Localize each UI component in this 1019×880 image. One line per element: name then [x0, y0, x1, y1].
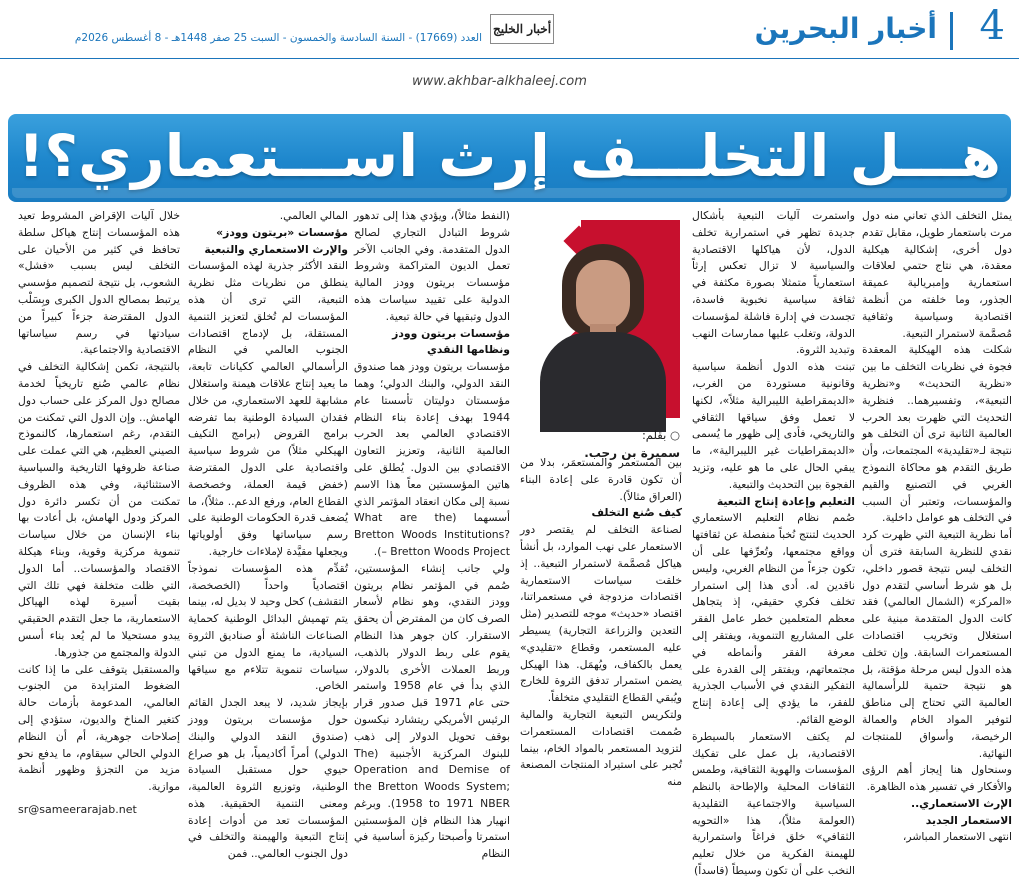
portrait-face	[576, 260, 630, 330]
paragraph: النقد الأكثر جذرية لهذه المؤسسات ينطلق من نظريات مثل نظرية التبعية، التي ترى أن هذه المؤسسات لم تُخلق لتعزيز التنمية المستقلة، بل لإدماج اقتصادات الجنوب العالمي في النظام الرأسمالي العالمي ككيانات تابعة، ما يعيد إنتاج علاقات هيمنة واستغلال مشابهة للعهد الاستعماري، من خلال فقدان السيادة الوطنية بما تفرضه برامج القروض (برامج التكيف الهيكلي مثلاً) من شروط سياسية واقتصادية على الدول المقترضة (خفض قيمة العملة، وخصخصة القطاع العام، ورفع الدعم.. مثلاً)، ما يُضعف قدرة الحكومات الوطنية على رسم سياساتها وفق أولوياتها ويجعلها مقيَّدة لإملاءات خارجية.	[188, 259, 348, 558]
section-title: أخبار البحرين	[754, 12, 937, 45]
article-column-2	[692, 208, 855, 878]
subheading: كيف صُنع التخلف	[591, 506, 682, 520]
paragraph: ولي جانب إنشاء المؤسستين، صُمم في المؤتمر نظام بريتون وودز النقدي، وهو نظام لأسعار الصرف كان من المفترض أن يحقق الاستقرار. كان جوهر هذا النظام يقوم على ربط الدولار بالذهب، وربط العملات الأخرى بالدولار، الذي بدأ في عام 1958 واستمر حتى عام 1971 قبل صدور قرار الرئيس الأمريكي ريتشارد نيكسون بوقف تحويل الدولار إلى ذهب للبنوك المركزية الأجنبية (The Operation and Demise of the Bretton Woods System; 1958 to 1971 NBER). وبرغم انهيار هذا النظام فإن المؤسستين استمرتا وأصبحتا ركيزة أساسية في النظام	[354, 561, 510, 861]
paragraph: تبنت هذه الدول أنظمة سياسية وقانونية مستوردة من الغرب، «الديمقراطية الليبرالية مثلاً»، لكنها لا تعمل وفق سياقها الثقافي والتاريخي، فأدى إلى ظهور ما يُسمى «الديمقراطيات غير الليبرالية»، ما يبقي الحال على ما هو عليه، وتزيد الفجوة بين التحديث والتبعية.	[692, 360, 855, 491]
paragraph: وسنحاول هنا إيجاز أهم الرؤى والأفكار في تفسير هذه الظاهرة.	[862, 763, 1012, 794]
article-column-3	[520, 455, 682, 796]
paragraph: صُمم نظام التعليم الاستعماري الحديث لتنتج نُخباً منفصلة عن ثقافتها وواقع مجتمعها، وتُعرِّفها على أن تكون جزءاً من النظام الغربي، وليس ناقدين له. أدى هذا إلى استمرار تخلف فكري حقيقي، إذ يتجاهل معظم المتعلمين خطر عامل الفقر على المشاريع التنموية، ويفتقر إلى معرفة الفقر وأنماطه في مجتمعاتهم، ويفتقر إلى القدرة على التفكير النقدي في الأسباب الجذرية للفقر، ما يؤدي إلى إعادة إنتاج الوضع القائم.	[692, 511, 855, 726]
paragraph: بين المستعمر والمستعمَر، بدلا من أن تكون قادرة على إعادة البناء (العراق مثالاً).	[520, 456, 682, 503]
masthead-rule	[0, 58, 1019, 59]
paragraph: خلال آليات الإقراض المشروط تعيد هذه المؤسسات إنتاج هياكل سلطة تحافظ في كثير من الأحيان على التخلف ليس بسبب «فشل» الشعوب، بل نتيجة لتصميم مؤسسي يرتبط بمصالح الدول الكبرى وبِسَلْب الدول المقترضة جزءاً كبيراً من سيادتها في رسم سياساتها الاقتصادية والاجتماعية.	[18, 209, 180, 357]
subheading: الإرث الاستعماري..	[910, 796, 1012, 810]
paragraph: (النفط مثالاً)، ويؤدي هذا إلى تدهور شروط التبادل التجاري لصالح الدول المتقدمة. وفي الجانب الآخر تعمل الديون المتراكمة وشروط مؤسسات بريتون وودز المالية الدولية على تقييد سياسات هذه الدول وتبقيها في حالة تبعية.	[354, 209, 510, 323]
page-number: 4	[979, 3, 1005, 49]
paragraph: واستمرت آليات التبعية بأشكال جديدة تظهر في استمرارية تخلف الدول، لأن هياكلها الاقتصادية والسياسية لا تزال تعكس إرثاً استعمارياً متمثلا بصورة مكثفة في ثقافة سياسية نخبوية فاسدة، تجسدت في إدارة فاشلة لمؤسسات الدولة، وتغلب عليها ممارسات النهب وتبديد الثروة.	[692, 209, 855, 357]
subheading: مؤسسات بريتون وودز	[392, 326, 510, 340]
paragraph: بإيجاز شديد، لا يبعد الجدل القائم حول مؤسسات بريتون وودز (صندوق النقد الدولي والبنك الدولي) أمراً أكاديمياً، بل هو صراع حيوي حول مستقبل السيادة الوطنية، وتوزيع الثروة العالمية، ومعنى التنمية الحقيقية. هذه المؤسسات تعد من أدوات إعادة إنتاج التبعية والهيمنة والتخلف في دول الجنوب العالمي.. فمن	[188, 696, 348, 861]
paragraph: تُقدِّم هذه المؤسسات نموذجاً اقتصادياً واحداً (الخصخصة، التقشف) كحل وحيد لا بديل له، بينما يتم تهميش البدائل الوطنية كحماية الصناعات الناشئة أو صناديق الثروة السيادية، ما يمنع الدول من تبني سياسات تنموية تتلاءم مع سياقها الخاص.	[188, 561, 348, 693]
paragraph: المالي العالمي.	[279, 209, 348, 222]
paragraph: بالنتيجة، تكمن إشكالية التخلف في نظام عالمي صُنع تاريخياً لخدمة مصالح دول المركز على حساب دول الهامش.. وإن الدول التي تمكنت من التقدم، رغم استعمارها، كالنموذج الصيني العظيم، هي التي عملت على صناعة ظروفها التاريخية والسياسية الاستثنائية، وفي هذه الظروف تمكنت من أن تكسر دائرة دول المركز ودول الهامش، بل أعادت بها بناء الإنسان من خلال سياسات تنموية مركزية وقوية، وبناء هيكلة الاقتصاد والمؤسسات.. أما الدول التي ظلت متخلفة فهي تلك التي بقيت أسيرة لهذه الهياكل الاستعمارية، ما جعل التقدم الحقيقي يبدو مستحيلا ما لم يُعد بناء أسس الدولة والمجتمع من جذورها.	[18, 360, 180, 659]
subheading: الاستعمار الجديد	[925, 813, 1012, 827]
author-email[interactable]: sr@sameerarajab.net	[18, 802, 137, 816]
byline-prefix: بقلم:	[641, 428, 667, 442]
website-url[interactable]: www.akhbar-alkhaleej.com	[412, 74, 587, 89]
article-column-4	[354, 208, 510, 861]
paragraph: انتهى الاستعمار المباشر،	[902, 830, 1012, 844]
subheading: ونظامها النقدي	[426, 343, 510, 357]
article-headline: هـــل التخلـــف إرث اســـتعماري؟!	[17, 122, 1002, 190]
paragraph: شكلت هذه الهيكلية المعقدة فجوة في نظريات التخلف ما بين «نظرية التحديث» و«نظرية التبعية»، وتفسيرهما.. فنظرية التحديث التي ظهرت بعد الحرب العالمية الثانية ترى أن التخلف هو نتيجة لـ«تقليدية» المجتمعات، وأن طريق التقدم هو محاكاة النموذج الغربي في التصنيع والقيم والمؤسسات، وتعتبر أن السبب في التخلف هو عوامل داخلية.	[862, 343, 1012, 525]
paragraph: والمستقبل يتوقف على ما إذا كانت الضغوط المتزايدة من الجنوب العالمي، المدعومة بأزمات حالة كتغير المناخ والديون، ستؤدي إلى إصلاحات جوهرية، أم أن النظام الدولي الحالي سيقاوم، ما يدفع نحو مزيد من التجزؤ وظهور أنظمة موازية.	[18, 662, 180, 794]
paragraph: مؤسسات بريتون وودز هما صندوق النقد الدولي، والبنك الدولي؛ وهما مؤسستان دوليتان تأسستا عام 1944 بهدف إعادة بناء النظام الاقتصادي العالمي بعد الحرب العالمية الثانية، وتعزيز التعاون الاقتصادي بين الدول. يُطلق على هاتين المؤسستين معاً هذا الاسم نسبة إلى مكان انعقاد المؤتمر الذي أسسهما (What are the Bretton Woods Institutions? – Bretton Woods Project).	[354, 360, 510, 558]
paragraph: ولتكريس التبعية التجارية والمالية صُممت اقتصادات المستعمرات لتزويد المستعمر بالمواد الخام، بينما تُجبر على استيراد المنتجات المصنعة منه	[520, 707, 682, 789]
masthead	[0, 0, 1019, 70]
author-photo	[520, 220, 680, 418]
author-name: سميرة بن رجب.	[584, 446, 680, 460]
paragraph: يمثل التخلف الذي تعاني منه دول مرت باستعمار طويل، مقابل تقدم دول أخرى، إشكالية هيكلية معقدة، هي نتاج حتمي لعلاقات استعمارية وإمبريالية عميقة الجذور، وما خلفته من أنظمة اقتصادية وسياسية وثقافية مُصمَّمة لاستمرار التبعية.	[862, 209, 1012, 340]
article-column-6	[18, 208, 180, 816]
article-column-5	[188, 208, 348, 861]
subheading: التعليم وإعادة إنتاج التبعية	[716, 494, 855, 508]
masthead-divider	[950, 12, 953, 50]
subheading: مؤسسات «بريتون وودز» والإرث الاستعماري والتبعية	[204, 225, 348, 256]
paragraph: لصناعة التخلف لم يقتصر دور الاستعمار على نهب الموارد، بل أنشأ هياكل مُصمَّمة لاستمرار التبعية.. إذ خلقت سياسات الاستعمارية اقتصادات مزدوجة في مستعمراتنا، اقتصاد «حديث» موجه للتصدير (مثل التعدين والزراعة التجارية) يسيطر عليه المستعمر، وقطاع «تقليدي» يعمل بالكفاف، ويُهمَل. هذا الهيكل يضمن استمرار تدفق الثروة للخارج ويُبقي القطاع التقليدي متخلفاً.	[520, 523, 682, 705]
headline-panel	[8, 114, 1011, 202]
bullet-icon: ○	[666, 428, 680, 442]
newspaper-logo: أخبار الخليج	[490, 14, 554, 44]
portrait-body	[540, 332, 666, 432]
paragraph: أما نظرية التبعية التي ظهرت كرد نقدي للنظرية السابقة فترى أن التخلف ليس نتيجة قصور داخلي، بل هو شرط أساسي لتقدم دول «المركز» (الشمال العالمي) فقد كانت الدول المتقدمة مبنية على استغلال وتخريب اقتصادات المستعمرات السابقة. وإن تخلف هذه الدول ليس مرحلة مؤقتة، بل هو نتيجة حتمية للرأسمالية العالمية التي تحتاج إلى مناطق لتوفير المواد الخام والعمالة الرخيصة، وأسواق للمنتجات النهائية.	[862, 528, 1012, 760]
issue-line: العدد (17669) - السنة السادسة والخمسون - السبت 25 صفر 1448هـ - 8 أغسطس 2026م	[74, 32, 482, 44]
paragraph: لم يكتف الاستعمار بالسيطرة الاقتصادية، بل عمل على تفكيك المؤسسات والهوية الثقافية، وطمس الثقافات المحلية والإطاحة بالنظم السياسية والاجتماعية التقليدية (العولمة مثلاً)، هذا «التحويه الثقافي» خلق فراغاً واستمرارية للهيمنة الفكرية من خلال تعليم النخب على أن تكون وسيطاً (قاسداً)	[692, 729, 855, 878]
article-column-1	[862, 208, 1012, 844]
